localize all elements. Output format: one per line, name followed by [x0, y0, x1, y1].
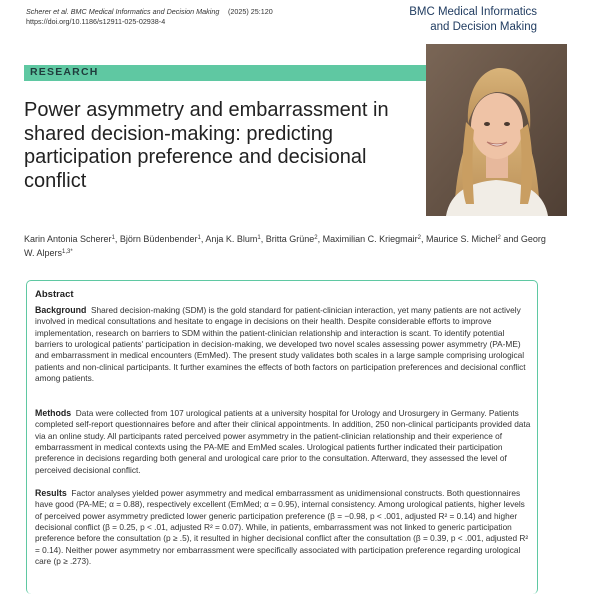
abstract-methods [35, 408, 533, 476]
author-affiliation: 2 [417, 235, 421, 241]
journal-name-line2: and Decision Making [430, 20, 537, 33]
doi-link[interactable]: https://doi.org/10.1186/s12911-025-02938-4 [26, 16, 166, 26]
methods-label: Methods [35, 408, 72, 418]
article-title: Power asymmetry and embarrassment in shared decision-making: predicting participation preference and decisional conflict [24, 99, 389, 192]
author-affiliation: 1 [111, 235, 115, 241]
journal-name-line1: BMC Medical Informatics [409, 6, 537, 18]
author-affiliation: 2 [314, 235, 318, 241]
section-label: RESEARCH [30, 66, 99, 78]
author-name[interactable]: Björn Büdenbender [119, 234, 198, 244]
abstract-heading: Abstract [35, 289, 74, 300]
methods-text: Data were collected from 107 urological patients at a university hospital for Urology and Urosurgery in Germany. Patients completed self-report questionnaires before and after their clinical appointments. In addition, 250 non-clinical participants provided data via an online study. All participants rated perceived power asymmetry in the patient-clinician relationship and their experience of embarrassment in medical contexts using the PA-ME and EmMed scales. Urological patients further indicated their participation preference in decisions regarding both general and urological care prior to the consultation. Afterward, they assessed the level of perceived decisional conflict. [35, 408, 531, 475]
abstract-box [26, 280, 538, 594]
author-affiliation: 1 [197, 235, 201, 241]
citation-line1: Scherer et al. BMC Medical Informatics and Decision Making [26, 7, 220, 16]
results-text: Factor analyses yielded power asymmetry and medical embarrassment as unidimensional constructs. Both questionnaires have good (PA-ME; α = 0.88), respectively excellent (EmMed; α = 0.95), internal consistency. Among urological patients, higher levels of perceived power asymmetry predicted lower generic participation preference (β = −0.98, p < .001, adjusted R² = 0.14) and higher decisional conflict (β = 0.25, p < .01, adjusted R² = 0.07). While, in patients, embarrassment was not linked to generic participation preference before the consultation (p ≥ .5), it resulted in higher decisional conflict after the consultation (β = 0.39, p < .001, adjusted R² = 0.14). Neither power asymmetry nor embarrassment were specifically associated with participation preference regarding urological care (p ≥ .273). [35, 488, 529, 567]
author-name[interactable]: Britta Grüne [265, 234, 315, 244]
author-list: Karin Antonia Scherer$^1$, Björn Büdenbender$^1$, Anja K. Blum$^1$, Britta Grüne$^2$, Maximilian C. Kriegmair$^2$, Maurice S. Michel$^2$ and Georg W. Alpers$^{1,3*}$ [24, 234, 546, 258]
journal-name [409, 5, 537, 34]
background-text: Shared decision-making (SDM) is the gold standard for patient-clinician interaction, yet many patients are not actively involved in medical consultations and hesitate to engage in decisions on their health. Despite considerable efforts to improve implementation, research on barriers to SDM within the patient-clinician relationship and interaction is scant. To identify potential barriers to urological patients' participation in decision-making, we developed two novel scales assessing power asymmetry (PA-ME) and embarrassment in medical encounters (EmMed). The present study validates both scales in a large sample comprising urological patients and non-clinical participants. It further examines the effects of both factors on participation preferences and decisional conflict among patients. [35, 305, 526, 384]
author-affiliation: 2 [497, 235, 501, 241]
author-affiliation: 1 [257, 235, 261, 241]
author-name[interactable]: Georg W. Alpers [24, 234, 546, 258]
author-name[interactable]: Maximilian C. Kriegmair [322, 234, 418, 244]
author-name[interactable]: Anja K. Blum [205, 234, 258, 244]
author-photo [426, 44, 567, 216]
author-affiliation: 1,3* [62, 249, 73, 255]
results-label: Results [35, 488, 67, 498]
author-name[interactable]: Karin Antonia Scherer [24, 234, 112, 244]
abstract-results [35, 488, 533, 567]
author-name[interactable]: Maurice S. Michel [426, 234, 498, 244]
abstract-background [35, 305, 533, 384]
citation-header [26, 7, 273, 26]
citation-year: (2025) 25:120 [228, 7, 273, 16]
background-label: Background [35, 305, 87, 315]
section-bar [24, 65, 426, 81]
author-portrait-image [426, 44, 567, 216]
